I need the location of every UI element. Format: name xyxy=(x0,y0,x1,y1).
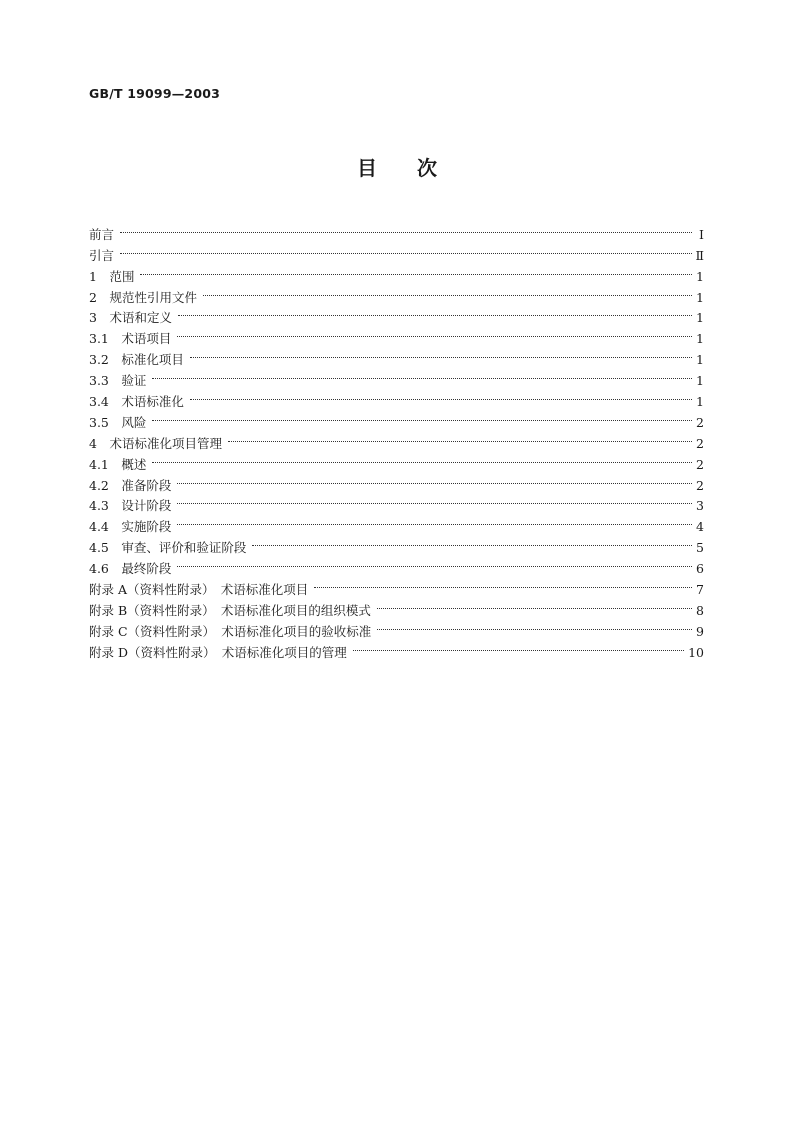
toc-entry[interactable] xyxy=(89,448,704,472)
toc-page-number: 6 xyxy=(696,561,704,577)
toc-entry[interactable] xyxy=(89,427,704,451)
toc-page-number: 2 xyxy=(696,456,704,472)
toc-entry[interactable] xyxy=(89,218,704,242)
toc-label: 4.3 设计阶段 xyxy=(89,498,172,514)
toc-page-number: Ⅱ xyxy=(695,247,704,263)
toc-page-number: 2 xyxy=(696,414,704,430)
toc-leader xyxy=(178,302,692,323)
toc-entry[interactable] xyxy=(89,343,704,368)
toc-leader xyxy=(228,427,692,448)
toc-entry[interactable] xyxy=(89,260,704,284)
toc-leader xyxy=(314,573,692,594)
toc-label: 2 规范性引用文件 xyxy=(89,289,197,305)
toc-label: 4.2 准备阶段 xyxy=(89,477,172,493)
toc-page-number: 1 xyxy=(696,268,704,284)
toc-entry[interactable] xyxy=(89,322,704,347)
toc-label: 1 范围 xyxy=(89,268,135,284)
table-of-contents xyxy=(89,218,704,660)
toc-label: 4.6 最终阶段 xyxy=(89,561,172,577)
toc-page-number: 1 xyxy=(696,331,704,347)
toc-entry[interactable] xyxy=(89,552,704,577)
toc-entry[interactable] xyxy=(89,364,704,389)
toc-entry[interactable] xyxy=(89,406,704,430)
toc-leader xyxy=(152,364,692,385)
toc-label: 前言 xyxy=(89,226,115,242)
toc-label: 附录 B（资料性附录） 术语标准化项目的组织模式 xyxy=(89,602,371,618)
toc-leader xyxy=(177,490,692,511)
toc-leader xyxy=(190,343,692,364)
toc-label: 附录 D（资料性附录） 术语标准化项目的管理 xyxy=(89,644,347,660)
toc-page-number: 10 xyxy=(688,644,704,660)
toc-label: 附录 A（资料性附录） 术语标准化项目 xyxy=(89,582,309,598)
toc-label: 4.1 概述 xyxy=(89,456,147,472)
standard-code: GB/T 19099—2003 xyxy=(89,86,221,101)
toc-leader xyxy=(152,448,692,469)
toc-page-number: 7 xyxy=(696,582,704,598)
toc-page-number: I xyxy=(699,226,704,242)
toc-label: 3.2 标准化项目 xyxy=(89,352,184,368)
toc-page-number: 1 xyxy=(696,289,704,305)
toc-label: 3.3 验证 xyxy=(89,373,147,389)
toc-label: 4 术语标准化项目管理 xyxy=(89,435,222,451)
toc-leader xyxy=(120,239,691,260)
toc-page-number: 5 xyxy=(696,540,704,556)
toc-leader xyxy=(190,385,692,406)
toc-leader xyxy=(177,510,692,531)
toc-label: 3.5 风险 xyxy=(89,414,147,430)
toc-label: 附录 C（资料性附录） 术语标准化项目的验收标准 xyxy=(89,623,372,639)
toc-page-number: 9 xyxy=(696,623,704,639)
toc-entry[interactable] xyxy=(89,469,704,493)
toc-page-number: 3 xyxy=(696,498,704,514)
toc-page-number: 8 xyxy=(696,602,704,618)
toc-page-number: 2 xyxy=(696,435,704,451)
title-char-2: 次 xyxy=(417,156,437,180)
toc-leader xyxy=(203,281,692,302)
toc-label: 4.5 审查、评价和验证阶段 xyxy=(89,540,247,556)
toc-leader xyxy=(140,260,692,281)
toc-entry[interactable] xyxy=(89,302,704,326)
toc-entry[interactable] xyxy=(89,490,704,514)
toc-label: 引言 xyxy=(89,247,115,263)
toc-page-number: 1 xyxy=(696,394,704,410)
toc-label: 3.1 术语项目 xyxy=(89,331,172,347)
toc-page-number: 1 xyxy=(696,373,704,389)
page-title xyxy=(0,152,794,181)
toc-entry[interactable] xyxy=(89,239,704,263)
toc-entry[interactable] xyxy=(89,510,704,535)
toc-leader xyxy=(177,322,692,343)
toc-leader xyxy=(177,552,692,573)
toc-entry[interactable] xyxy=(89,573,704,598)
toc-leader xyxy=(177,469,692,490)
toc-page-number: 2 xyxy=(696,477,704,493)
title-char-1: 目 xyxy=(357,156,377,180)
toc-leader xyxy=(120,218,692,239)
toc-leader xyxy=(252,531,692,552)
toc-leader xyxy=(353,636,684,657)
toc-page-number: 1 xyxy=(696,352,704,368)
toc-leader xyxy=(152,406,692,427)
toc-leader xyxy=(377,615,692,636)
toc-label: 4.4 实施阶段 xyxy=(89,519,172,535)
toc-entry[interactable] xyxy=(89,531,704,556)
toc-page-number: 1 xyxy=(696,310,704,326)
toc-entry[interactable] xyxy=(89,281,704,305)
toc-label: 3.4 术语标准化 xyxy=(89,394,184,410)
toc-page-number: 4 xyxy=(696,519,704,535)
toc-entry[interactable] xyxy=(89,385,704,410)
toc-leader xyxy=(377,594,692,615)
toc-label: 3 术语和定义 xyxy=(89,310,172,326)
